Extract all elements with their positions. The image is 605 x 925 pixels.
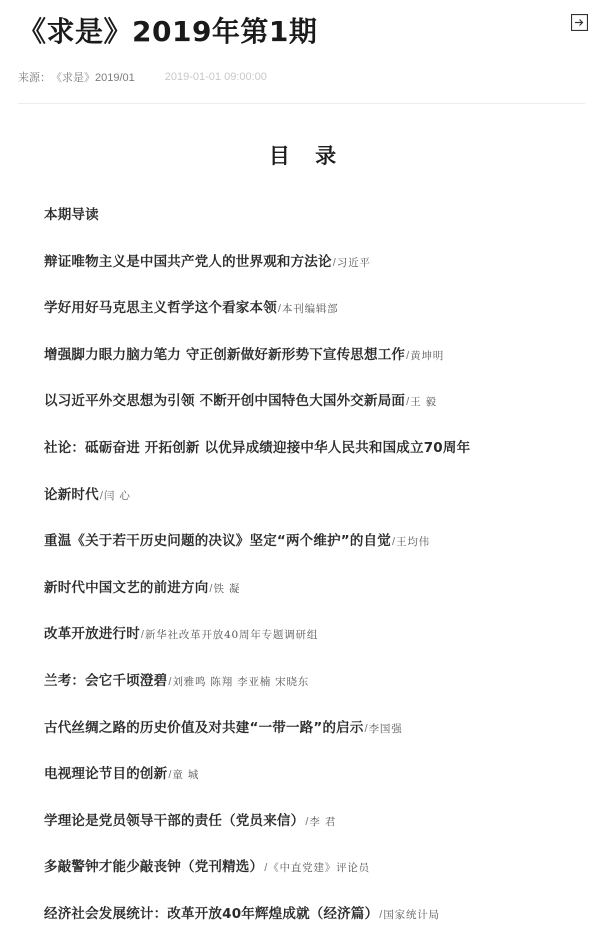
list-item[interactable] <box>44 577 569 599</box>
toc-item-separator: / <box>406 396 410 409</box>
list-item[interactable] <box>44 204 569 226</box>
toc-item-title: 论新时代 <box>44 486 99 503</box>
toc-item-separator: / <box>364 722 368 735</box>
toc-item-author: 习近平 <box>336 256 371 269</box>
list-item[interactable] <box>44 390 569 412</box>
toc-item-author: 《中直党建》评论员 <box>268 862 370 875</box>
toc-item-author: 铁 凝 <box>213 582 241 595</box>
list-item[interactable] <box>44 717 569 739</box>
header-divider <box>18 103 585 104</box>
list-item[interactable] <box>44 903 569 925</box>
toc-item-separator: / <box>264 862 268 875</box>
exit-share-icon[interactable] <box>571 14 588 31</box>
toc-item-separator: / <box>406 349 410 362</box>
table-of-contents <box>36 204 569 925</box>
list-item[interactable] <box>44 251 569 273</box>
toc-item-author: 王均伟 <box>396 536 430 549</box>
toc-item-title: 增强脚力眼力脑力笔力 守正创新做好新形势下宣传思想工作 <box>44 346 406 363</box>
toc-item-separator: / <box>277 303 281 316</box>
toc-item-title: 学好用好马克思主义哲学这个看家本领 <box>44 300 277 317</box>
toc-item-author: 童 城 <box>172 769 200 782</box>
list-item[interactable] <box>44 623 569 645</box>
list-item[interactable] <box>44 344 569 366</box>
list-item[interactable] <box>44 530 569 552</box>
toc-item-title: 新时代中国文艺的前进方向 <box>44 579 209 596</box>
toc-item-separator: / <box>379 908 383 921</box>
list-item[interactable] <box>44 810 569 832</box>
toc-item-title: 兰考：会它千顷澄碧 <box>44 672 168 689</box>
catalog-heading: 目 录 <box>268 144 346 168</box>
source-name: 《求是》2019/01 <box>51 72 135 84</box>
toc-item-author: 本刊编辑部 <box>281 303 339 316</box>
toc-item-separator: / <box>391 536 396 549</box>
toc-item-separator: / <box>305 815 309 828</box>
toc-item-title: 多敲警钟才能少敲丧钟（党刊精选） <box>44 859 264 876</box>
toc-item-author: 李国强 <box>368 722 403 735</box>
toc-item-author: 王 毅 <box>410 396 437 409</box>
list-item[interactable] <box>44 484 569 506</box>
toc-item-title: 改革开放进行时 <box>44 626 140 643</box>
toc-item-separator: / <box>332 256 336 269</box>
toc-item-author: 李 君 <box>309 815 337 828</box>
source-label: 来源： <box>18 72 51 84</box>
article-header <box>0 0 605 104</box>
toc-item-title: 学理论是党员领导干部的责任（党员来信） <box>44 812 305 829</box>
toc-item-title: 经济社会发展统计：改革开放40年辉煌成就（经济篇） <box>44 905 379 922</box>
toc-item-author: 黄坤明 <box>410 349 445 362</box>
toc-item-author: 新华社改革开放40周年专题调研组 <box>144 629 319 642</box>
toc-item-separator: / <box>209 582 213 595</box>
toc-item-separator: / <box>99 489 103 502</box>
toc-item-author: 闫 心 <box>103 489 131 502</box>
page-title: 《求是》2019年第1期 <box>18 15 318 48</box>
toc-item-title: 以习近平外交思想为引领 不断开创中国特色大国外交新局面 <box>44 393 406 410</box>
toc-item-title: 社论：砥砺奋进 开拓创新 以优异成绩迎接中华人民共和国成立70周年 <box>44 439 471 456</box>
toc-item-title: 本期导读 <box>44 207 99 223</box>
toc-item-separator: / <box>140 629 144 642</box>
list-item[interactable] <box>44 670 569 692</box>
toc-item-author: 国家统计局 <box>383 908 440 921</box>
toc-item-title: 古代丝绸之路的历史价值及对共建“一带一路”的启示 <box>44 719 364 736</box>
toc-item-separator: / <box>168 769 172 782</box>
publish-date: 2019-01-01 09:00:00 <box>164 71 267 83</box>
list-item[interactable] <box>44 856 569 878</box>
list-item[interactable] <box>44 763 569 785</box>
article-body <box>0 140 605 925</box>
list-item[interactable] <box>44 437 569 459</box>
toc-item-separator: / <box>168 675 172 688</box>
toc-item-title: 电视理论节目的创新 <box>44 766 168 783</box>
article-meta <box>18 69 585 85</box>
toc-item-title: 重温《关于若干历史问题的决议》坚定“两个维护”的自觉 <box>44 533 391 550</box>
toc-item-title: 辩证唯物主义是中国共产党人的世界观和方法论 <box>44 253 332 270</box>
toc-item-author: 刘雅鸣 陈翔 李亚楠 宋晓东 <box>172 675 310 688</box>
list-item[interactable] <box>44 297 569 319</box>
